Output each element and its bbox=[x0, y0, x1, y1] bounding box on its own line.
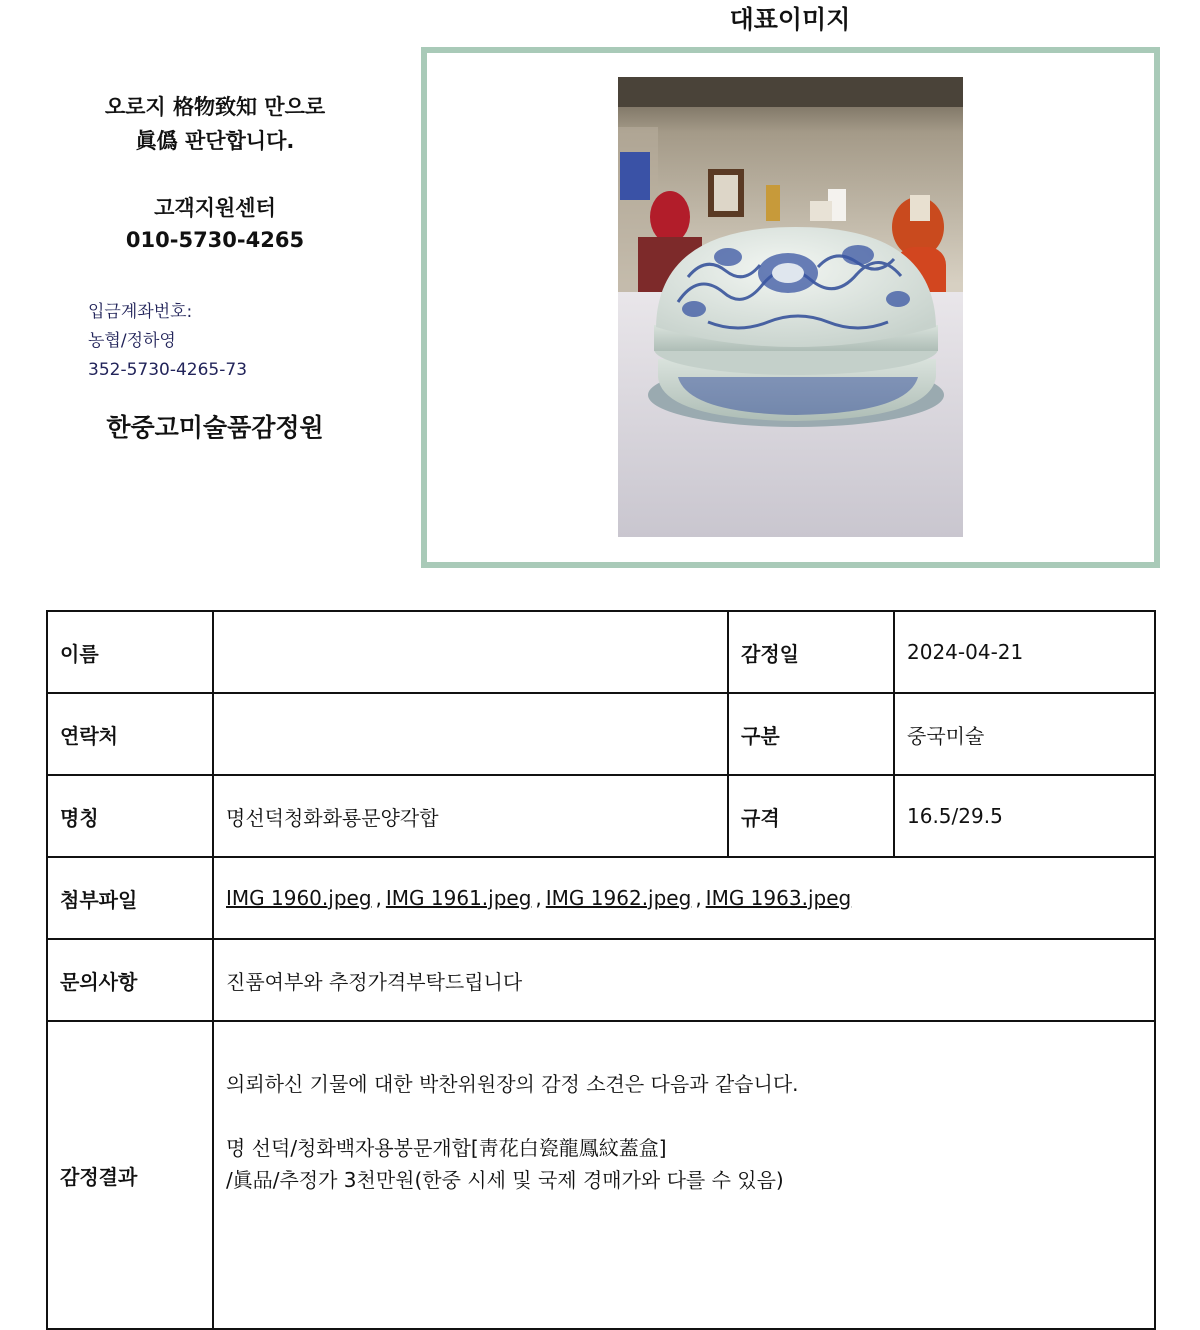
account-bank: 농협/정하영 bbox=[88, 331, 176, 351]
slogan-line-1: 오로지 格物致知 만으로 bbox=[104, 95, 326, 119]
result-line-1: 의뢰하신 기물에 대한 박찬위원장의 감정 소견은 다음과 같습니다. bbox=[226, 1072, 799, 1096]
left-info bbox=[40, 90, 390, 256]
name-value bbox=[213, 611, 728, 693]
support-phone[interactable]: 010-5730-4265 bbox=[125, 228, 305, 252]
title-label: 명칭 bbox=[47, 775, 213, 857]
category-label: 구분 bbox=[728, 693, 894, 775]
result-line-3: /眞品/추정가 3천만원(한중 시세 및 국제 경매가와 다를 수 있음) bbox=[226, 1168, 784, 1192]
table-row bbox=[47, 775, 1155, 857]
account-number: 352-5730-4265-73 bbox=[88, 360, 248, 380]
file-separator: , bbox=[375, 886, 382, 910]
files-label: 첨부파일 bbox=[47, 857, 213, 939]
title-value: 명선덕청화화룡문양각합 bbox=[213, 775, 728, 857]
date-label: 감정일 bbox=[728, 611, 894, 693]
appraisal-table bbox=[46, 610, 1156, 1330]
org-name: 한중고미술품감정원 bbox=[106, 413, 324, 442]
file-separator: , bbox=[535, 886, 542, 910]
result-label: 감정결과 bbox=[47, 1021, 213, 1329]
account-label: 입금계좌번호: bbox=[88, 302, 193, 322]
inquiry-value: 진품여부와 추정가격부탁드립니다 bbox=[213, 939, 1155, 1021]
result-line-2: 명 선덕/청화백자용봉문개합[靑花白瓷龍鳳紋蓋盒] bbox=[226, 1136, 667, 1160]
file-link-1963[interactable]: IMG 1963.jpeg bbox=[705, 886, 852, 910]
table-row bbox=[47, 857, 1155, 939]
name-label: 이름 bbox=[47, 611, 213, 693]
file-link-1961[interactable]: IMG 1961.jpeg bbox=[385, 886, 532, 910]
photo-title: 대표이미지 bbox=[729, 5, 851, 34]
result-value bbox=[213, 1021, 1155, 1329]
table-row bbox=[47, 939, 1155, 1021]
size-label: 규격 bbox=[728, 775, 894, 857]
inquiry-label: 문의사항 bbox=[47, 939, 213, 1021]
support-label: 고객지원센터 bbox=[154, 196, 276, 220]
porcelain-box-photo[interactable] bbox=[618, 77, 963, 537]
contact-value bbox=[213, 693, 728, 775]
slogan-line-2: 眞僞 판단합니다. bbox=[135, 129, 295, 153]
account-info bbox=[88, 298, 247, 385]
category-value: 중국미술 bbox=[894, 693, 1155, 775]
files-value bbox=[213, 857, 1155, 939]
table-row bbox=[47, 611, 1155, 693]
file-separator: , bbox=[695, 886, 702, 910]
photo-frame bbox=[421, 47, 1160, 568]
date-value: 2024-04-21 bbox=[894, 611, 1155, 693]
file-link-1960[interactable]: IMG 1960.jpeg bbox=[226, 886, 372, 910]
file-link-1962[interactable]: IMG 1962.jpeg bbox=[545, 886, 692, 910]
slogan bbox=[40, 90, 390, 158]
table-row bbox=[47, 1021, 1155, 1329]
support-center bbox=[40, 192, 390, 256]
table-row bbox=[47, 693, 1155, 775]
size-value: 16.5/29.5 bbox=[894, 775, 1155, 857]
contact-label: 연락처 bbox=[47, 693, 213, 775]
